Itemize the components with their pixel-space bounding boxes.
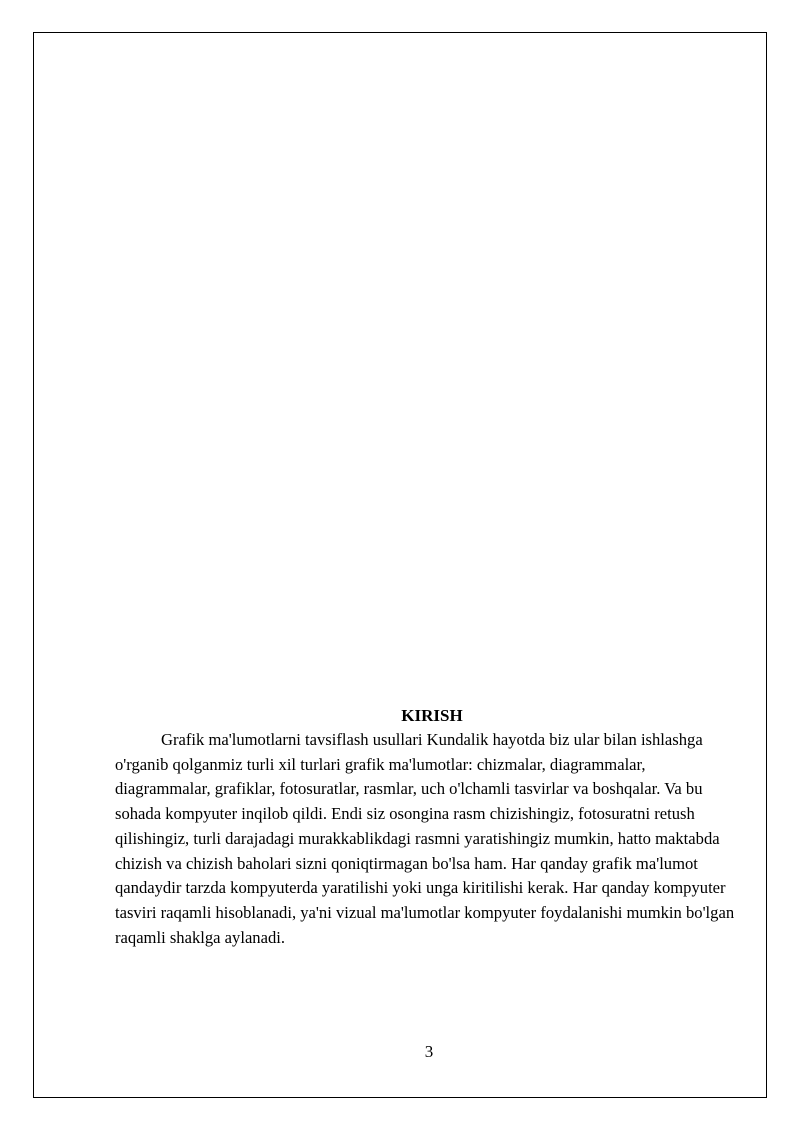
page-number: 3 <box>424 1042 434 1061</box>
body-paragraph: Grafik ma'lumotlarni tavsiflash usullari Kundalik hayotda biz ular bilan ishlashga o'rganib qolganmiz turli xil turlari grafik ma'lumotlar: chizmalar, diagrammalar, diagrammalar, grafiklar, fotosuratlar, rasmlar, uch o'lchamli tasvirlar va boshqalar. Va bu sohada kompyuter inqilob qildi. Endi siz osongina rasm chizishingiz, fotosuratni retush qilishingiz, turli darajadagi murakkablikdagi rasmni yaratishingiz mumkin, hatto maktabda chizish va chizish baholari sizni qoniqtirmagan bo'lsa ham. Har qanday grafik ma'lumot qandaydir tarzda kompyuterda yaratilishi yoki unga kiritilishi kerak. Har qanday kompyuter tasviri raqamli hisoblanadi, ya'ni vizual ma'lumotlar kompyuter foydalanishi mumkin bo'lgan raqamli shaklga aylanadi. <box>115 730 735 947</box>
document-body <box>115 704 735 950</box>
section-heading: KIRISH <box>401 706 463 725</box>
